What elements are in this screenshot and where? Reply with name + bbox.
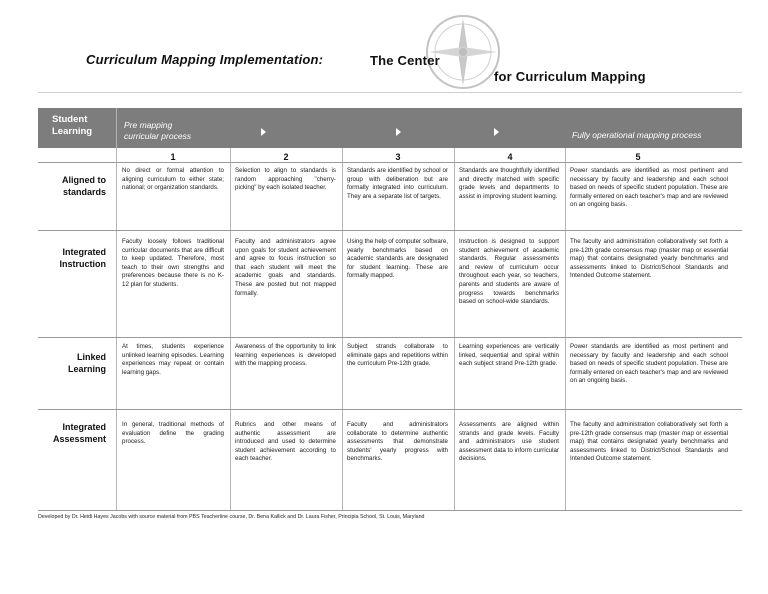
column-number: 5 bbox=[635, 152, 641, 162]
cell-linked-4: Learning experiences are vertically linked, sequential and spiral within each subject strand Pre-12th grade. bbox=[459, 343, 559, 368]
row-label-aligned-to-standards bbox=[42, 174, 106, 198]
compass-emblem-icon bbox=[423, 12, 503, 92]
title-part-1: Curriculum Mapping Implementation: bbox=[86, 52, 324, 67]
footer-credit: Developed by Dr. Heidi Hayes Jacobs with source material from PBS Teacherline course, Dr. Bena Kallick and Dr. Laura Fisher, Principia School, St. Louis, Maryland bbox=[38, 514, 425, 520]
header-band bbox=[38, 108, 742, 148]
row-label-linked-learning bbox=[42, 351, 106, 375]
pre-header-line1: Pre mapping bbox=[124, 120, 173, 130]
student-header-line2: Learning bbox=[52, 126, 93, 137]
cell-linked-5: Power standards are identified as most pertinent and necessary by faculty and leadership and each school based on needs of specific student population. These are formally entered on each teacher's map and are reviewed on an ongoing basis. bbox=[570, 343, 728, 385]
grid-vline bbox=[342, 148, 343, 510]
row-label-line1: Integrated bbox=[62, 247, 106, 257]
cell-linked-3: Subject strands collaborate to eliminate gaps and repetitions within the curriculum Pre-12th grade. bbox=[347, 343, 448, 368]
row-label-integrated-instruction bbox=[42, 246, 106, 270]
row-divider bbox=[38, 162, 742, 163]
column-number: 4 bbox=[507, 152, 513, 162]
column-number: 1 bbox=[170, 152, 176, 162]
grid-vline bbox=[454, 148, 455, 510]
row-label-line2: Assessment bbox=[52, 434, 106, 444]
cell-linked-1: At times, students experience unlinked learning episodes. Learning experiences may repeat or contain learning gaps. bbox=[122, 343, 224, 376]
pre-mapping-header bbox=[124, 120, 191, 142]
grid-vline bbox=[565, 148, 566, 510]
arrow-right-icon bbox=[261, 128, 266, 136]
grid-vline bbox=[230, 148, 231, 510]
row-divider bbox=[38, 409, 742, 410]
cell-instruction-5: The faculty and administration collaboratively set forth a pre-12th grade consensus map (master map or essential map) that contains designated yearly benchmarks and assessments linked to District/School Standards and Intended Outcome statement. bbox=[570, 238, 728, 280]
student-header-line1: Student bbox=[52, 114, 88, 125]
title-divider bbox=[38, 92, 742, 93]
cell-instruction-4: Instruction is designed to support student achievement of academic standards. Regular assessments and review of curriculum occur throughout each year, so teachers, parents and students are aware of progress towards benchmarks based on school-wide standards. bbox=[459, 238, 559, 306]
row-divider bbox=[38, 230, 742, 231]
row-divider bbox=[38, 510, 742, 511]
arrow-right-icon bbox=[494, 128, 499, 136]
title-part-3: for Curriculum Mapping bbox=[494, 69, 646, 84]
row-label-line1: Linked bbox=[76, 352, 106, 362]
row-label-line1: Aligned to bbox=[62, 175, 106, 185]
cell-linked-2: Awareness of the opportunity to link learning experiences is developed with the mapping process. bbox=[235, 343, 336, 368]
row-label-line2: Instruction bbox=[59, 259, 106, 269]
cell-instruction-2: Faculty and administrators agree upon goals for student achievement and agree to focus instruction so that each student will meet the academic goals and standards. These are posted but not mapped formally. bbox=[235, 238, 336, 297]
row-label-line2: standards bbox=[62, 187, 106, 197]
grid-vline bbox=[116, 108, 117, 510]
column-number: 2 bbox=[283, 152, 289, 162]
cell-assessment-3: Faculty and administrators collaborate to determine authentic assessments that demonstrate students' yearly progress with benchmarks. bbox=[347, 421, 448, 463]
title-part-2: The Center bbox=[370, 53, 440, 68]
cell-assessment-4: Assessments are aligned within strands and grade levels. Faculty and administrators use student assessment data to inform curricular decisions. bbox=[459, 421, 559, 463]
student-learning-header bbox=[52, 114, 92, 138]
row-label-integrated-assessment bbox=[42, 421, 106, 445]
pre-header-line2: curricular process bbox=[124, 131, 192, 141]
cell-assessment-2: Rubrics and other means of authentic assessment are introduced and used to determine student achievement according to each teacher. bbox=[235, 421, 336, 463]
cell-assessment-5: The faculty and administration collaboratively set forth a pre-12th grade consensus map (master map or essential map) that contains designated yearly benchmarks and assessments linked to District/School Standards and Intended Outcome statement. bbox=[570, 421, 728, 463]
row-label-line2: Learning bbox=[67, 364, 106, 374]
cell-aligned-1: No direct or formal attention to aligning curriculum to either state; national; or organization standards. bbox=[122, 167, 224, 192]
cell-aligned-5: Power standards are identified as most pertinent and necessary by faculty and leadership and each school based on needs of specific student population. These are formally entered on each teacher's map and are reviewed on an ongoing basis. bbox=[570, 167, 728, 209]
cell-instruction-1: Faculty loosely follows traditional curricular documents that are difficult to keep updated. Therefore, most teach to their own strengths and preferences because there is no K-12 plan for students. bbox=[122, 238, 224, 288]
column-number: 3 bbox=[395, 152, 401, 162]
cell-assessment-1: In general, traditional methods of evaluation define the grading process. bbox=[122, 421, 224, 446]
cell-aligned-3: Standards are identified by school or group with deliberation but are formally integrated into curriculum. They are a separate list of targets. bbox=[347, 167, 448, 200]
fully-operational-header: Fully operational mapping process bbox=[572, 130, 702, 140]
cell-aligned-2: Selection to align to standards is random approaching "cherry-picking" by each isolated teacher. bbox=[235, 167, 336, 192]
row-label-line1: Integrated bbox=[62, 422, 106, 432]
cell-instruction-3: Using the help of computer software, yearly benchmarks based on academic standards are designated for student learning. These are formally mapped. bbox=[347, 238, 448, 280]
row-divider bbox=[38, 337, 742, 338]
cell-aligned-4: Standards are thoughtfully identified and directly matched with specific grade levels and departments to assist in improving student learning. bbox=[459, 167, 559, 200]
arrow-right-icon bbox=[396, 128, 401, 136]
